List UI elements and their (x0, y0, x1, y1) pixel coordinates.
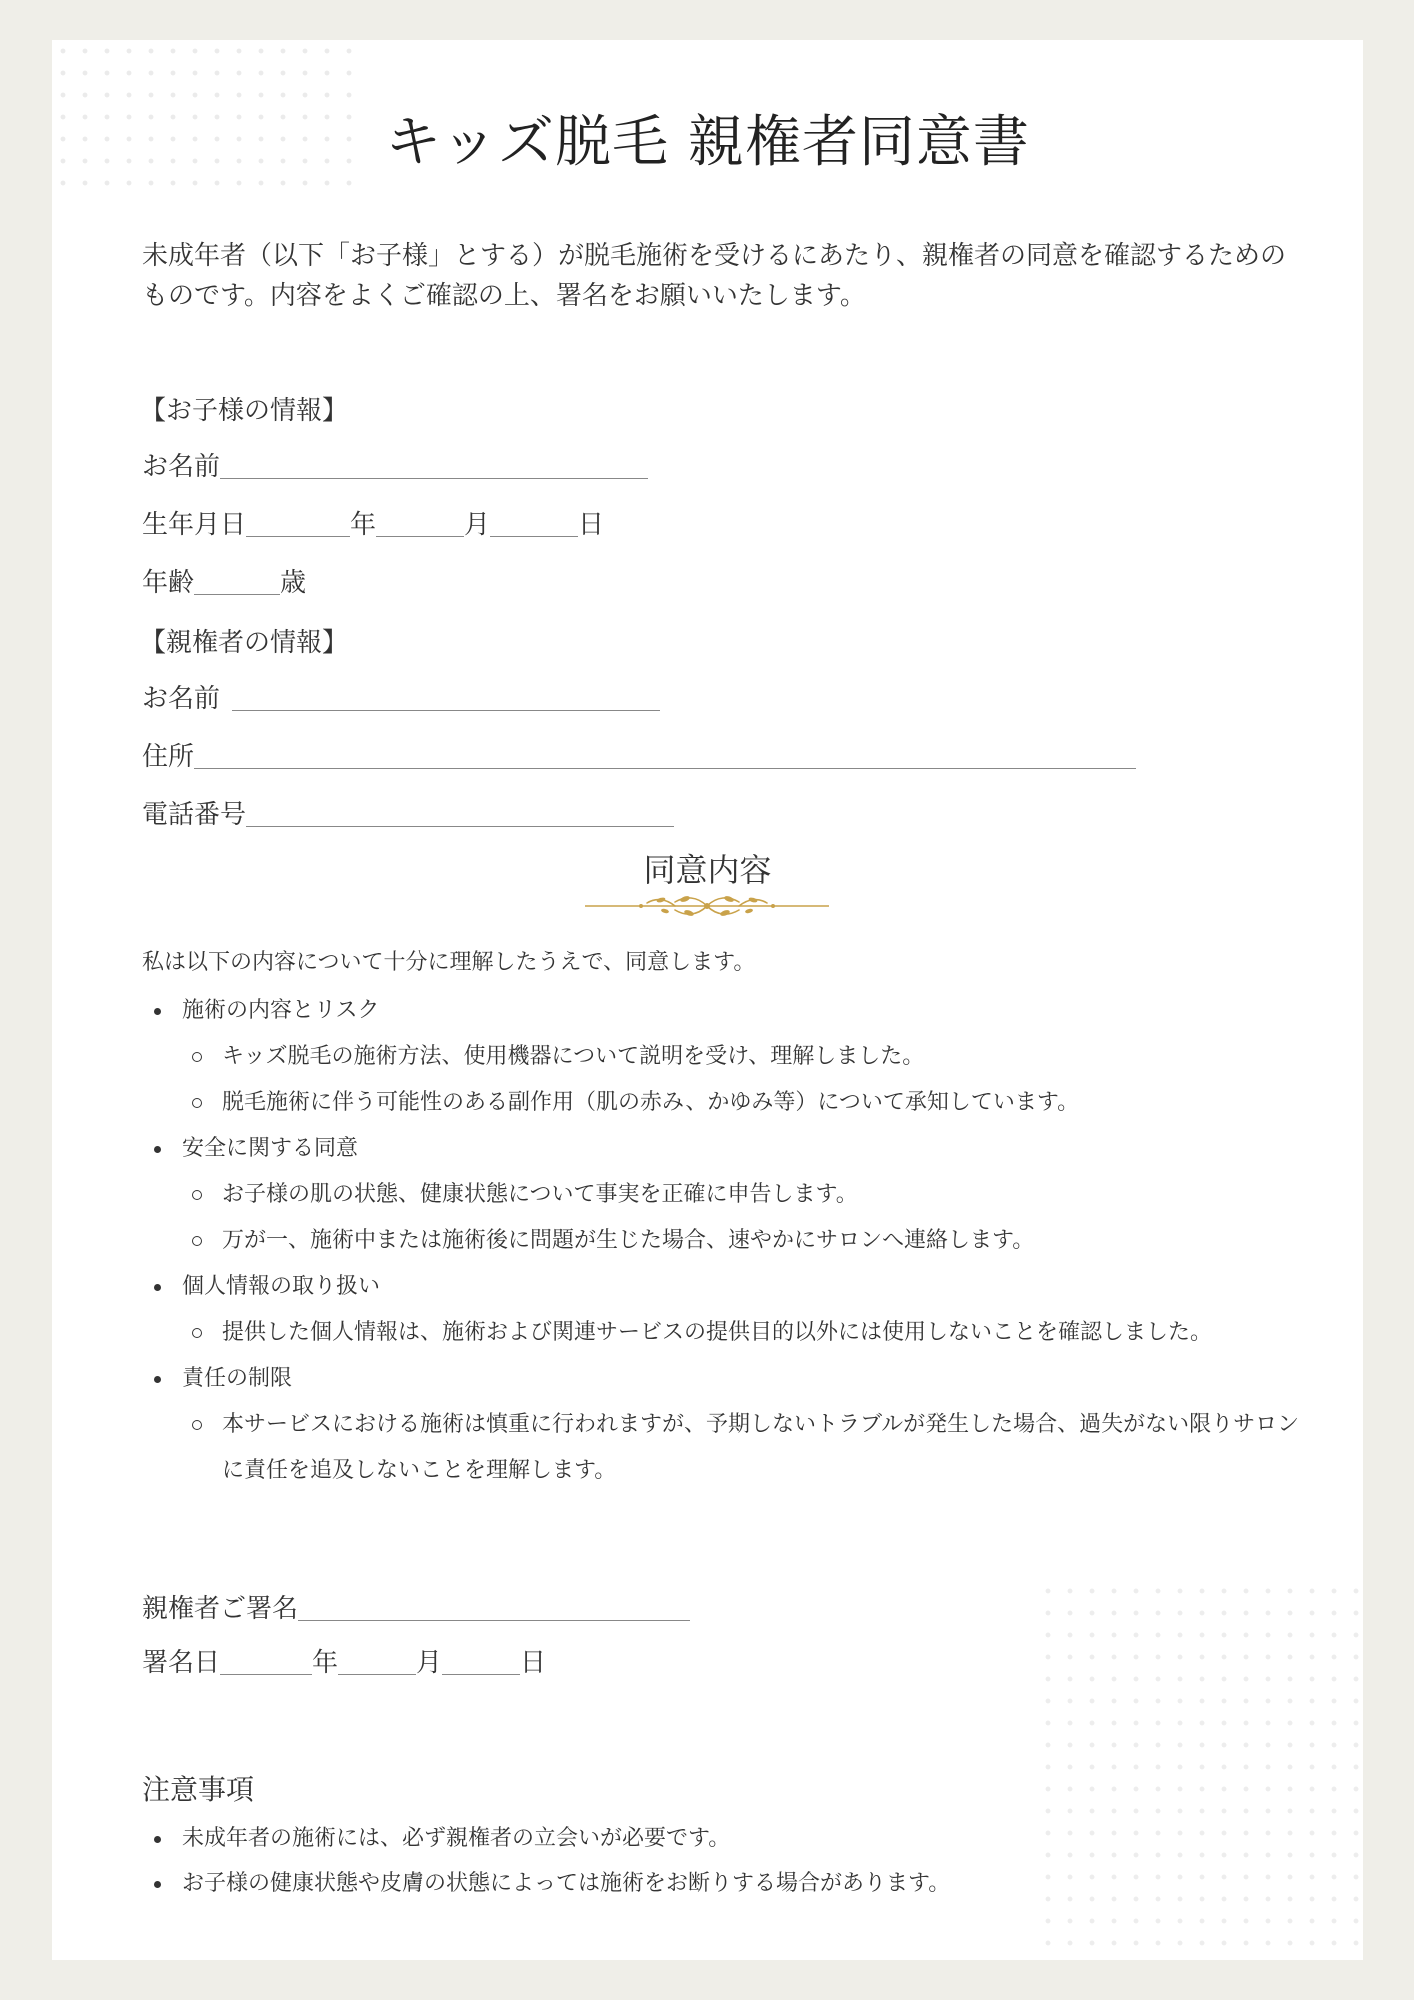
guardian-address-blank[interactable] (194, 767, 1136, 769)
sign-year-blank[interactable] (220, 1673, 312, 1675)
child-birthdate-field[interactable] (142, 504, 604, 541)
guardian-name-label: お名前 (142, 684, 221, 714)
document-sheet (52, 40, 1363, 1960)
consent-item: 万が一、施術中または施術後に問題が生じた場合、速やかにサロンへ連絡します。 (142, 1218, 1322, 1264)
age-blank[interactable] (194, 593, 280, 595)
guardian-name-blank[interactable] (232, 709, 660, 711)
guardian-address-label: 住所 (142, 742, 195, 772)
birth-day-blank[interactable] (490, 535, 578, 537)
child-birth-label: 生年月日 (142, 510, 247, 540)
guardian-phone-label: 電話番号 (142, 800, 247, 830)
notes-list (142, 1816, 1292, 1906)
birth-month-unit: 月 (464, 510, 491, 540)
sign-day-unit: 日 (520, 1648, 547, 1678)
consent-section-title: 責任の制限 (142, 1356, 1322, 1402)
birth-month-blank[interactable] (376, 535, 464, 537)
sign-month-blank[interactable] (338, 1673, 416, 1675)
consent-item: 提供した個人情報は、施術および関連サービスの提供目的以外には使用しないことを確認しました。 (142, 1310, 1322, 1356)
consent-list (142, 988, 1322, 1494)
guardian-info-heading: 【親権者の情報】 (140, 628, 349, 658)
guardian-name-field[interactable] (142, 678, 660, 715)
notes-heading: 注意事項 (142, 1773, 255, 1806)
signature-date-field[interactable] (142, 1642, 546, 1679)
consent-lead: 私は以下の内容について十分に理解したうえで、同意します。 (142, 950, 756, 975)
consent-section-title: 個人情報の取り扱い (142, 1264, 1322, 1310)
consent-section (142, 1264, 1322, 1356)
consent-section (142, 988, 1322, 1126)
consent-item: キッズ脱毛の施術方法、使用機器について説明を受け、理解しました。 (142, 1034, 1322, 1080)
consent-heading: 同意内容 (643, 851, 772, 889)
signature-date-label: 署名日 (142, 1648, 221, 1678)
consent-item: お子様の肌の状態、健康状態について事実を正確に申告します。 (142, 1172, 1322, 1218)
signature-label: 親権者ご署名 (142, 1594, 299, 1624)
sign-month-unit: 月 (416, 1648, 443, 1678)
intro-paragraph: 未成年者（以下「お子様」とする）が脱毛施術を受けるにあたり、親権者の同意を確認するためのものです。内容をよくご確認の上、署名をお願いいたします。 (142, 241, 1287, 311)
child-name-label: お名前 (142, 452, 221, 482)
birth-year-blank[interactable] (246, 535, 350, 537)
signature-field[interactable] (142, 1588, 690, 1625)
child-age-label: 年齢 (142, 568, 195, 598)
note-item: 未成年者の施術には、必ず親権者の立会いが必要です。 (142, 1816, 1292, 1861)
birth-year-unit: 年 (350, 510, 377, 540)
sign-day-blank[interactable] (442, 1673, 520, 1675)
consent-item: 本サービスにおける施術は慎重に行われますが、予期しないトラブルが発生した場合、過失がない限りサロンに責任を追及しないことを理解します。 (142, 1402, 1322, 1494)
age-unit: 歳 (280, 568, 307, 598)
birth-day-unit: 日 (578, 510, 605, 540)
consent-section (142, 1126, 1322, 1264)
consent-section-title: 施術の内容とリスク (142, 988, 1322, 1034)
guardian-address-field[interactable] (142, 736, 1136, 773)
consent-section-title: 安全に関する同意 (142, 1126, 1322, 1172)
consent-section (142, 1356, 1322, 1494)
note-item: お子様の健康状態や皮膚の状態によっては施術をお断りする場合があります。 (142, 1861, 1292, 1906)
consent-item: 脱毛施術に伴う可能性のある副作用（肌の赤み、かゆみ等）について承知しています。 (142, 1080, 1322, 1126)
document-title: キッズ脱毛 親権者同意書 (385, 110, 1030, 175)
child-name-blank[interactable] (220, 477, 648, 479)
child-age-field[interactable] (142, 562, 306, 599)
child-name-field[interactable] (142, 446, 648, 483)
guardian-phone-blank[interactable] (246, 825, 674, 827)
guardian-phone-field[interactable] (142, 794, 674, 831)
laurel-ornament-icon (585, 890, 829, 922)
signature-blank[interactable] (298, 1619, 690, 1621)
child-info-heading: 【お子様の情報】 (140, 396, 349, 426)
sign-year-unit: 年 (312, 1648, 339, 1678)
